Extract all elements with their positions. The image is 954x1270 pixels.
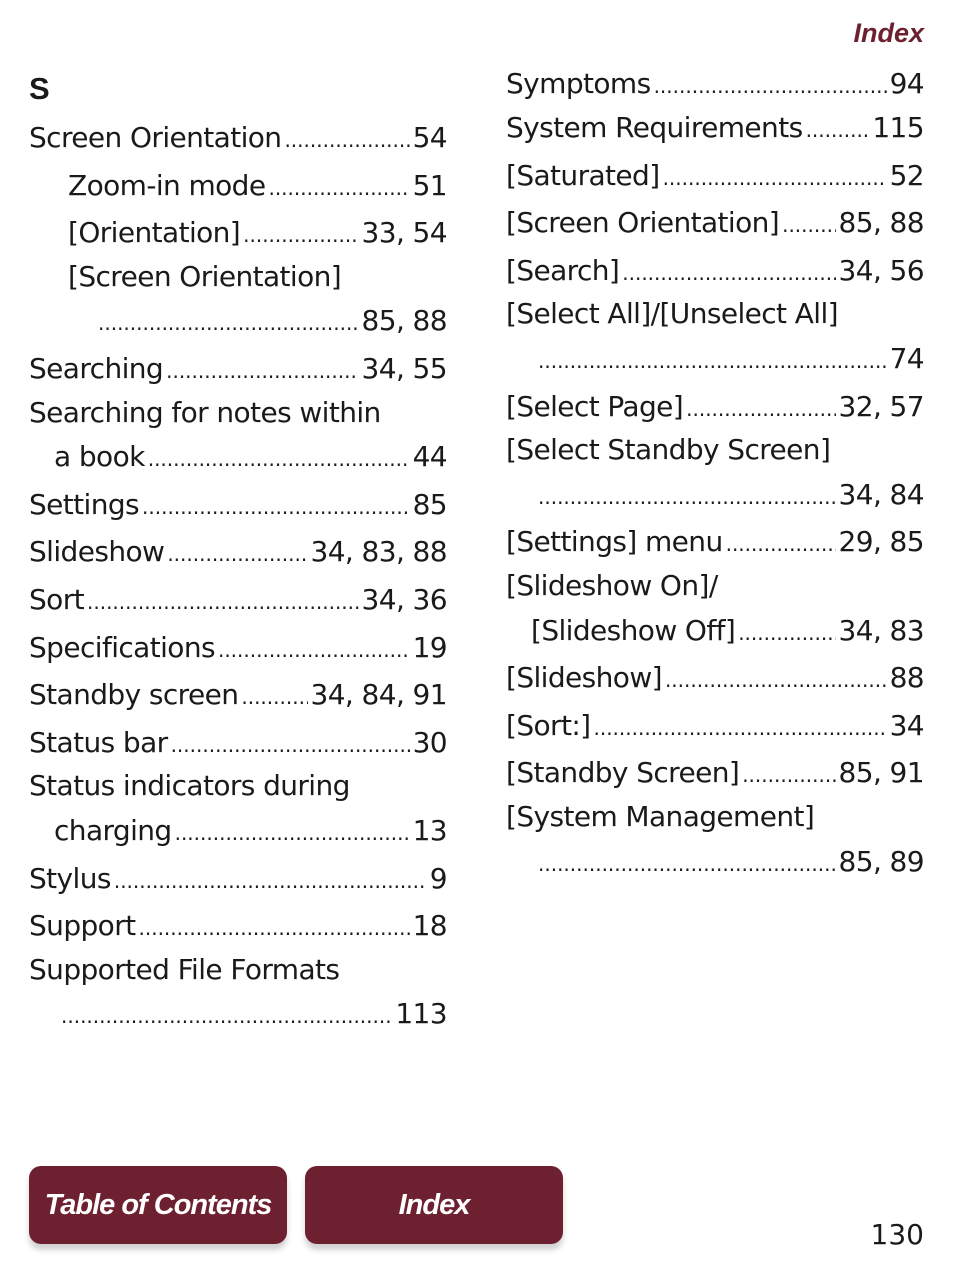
- dot-leader: [243, 212, 358, 260]
- index-entry-continuation[interactable]: [506, 335, 924, 383]
- dot-leader: [142, 484, 410, 532]
- entry-pages[interactable]: 34, 84, 91: [310, 678, 447, 712]
- dot-leader: [98, 300, 359, 348]
- entry-term: Stylus: [29, 861, 111, 895]
- entry-pages[interactable]: 85, 88: [838, 206, 924, 240]
- index-subentry[interactable]: [29, 257, 447, 298]
- dot-leader: [284, 117, 409, 165]
- entry-pages[interactable]: 9: [429, 861, 447, 895]
- entry-pages[interactable]: 30: [412, 725, 447, 759]
- dot-leader: [806, 107, 870, 155]
- index-entry[interactable]: [506, 702, 924, 750]
- entry-pages[interactable]: 51: [412, 168, 447, 202]
- table-of-contents-button[interactable]: Table of Contents: [29, 1166, 287, 1244]
- entry-pages[interactable]: 34, 84: [838, 477, 924, 511]
- index-entry[interactable]: [506, 383, 924, 431]
- entry-pages[interactable]: 85, 88: [361, 304, 447, 338]
- entry-pages[interactable]: 88: [889, 661, 924, 695]
- index-entry-continuation[interactable]: [29, 990, 447, 1038]
- entry-pages[interactable]: 34, 55: [361, 351, 447, 385]
- index-entry[interactable]: [29, 114, 447, 162]
- index-entry[interactable]: [506, 104, 924, 152]
- entry-term: [Slideshow On]/: [506, 568, 718, 602]
- entry-pages[interactable]: 33, 54: [361, 216, 447, 250]
- entry-pages[interactable]: 52: [889, 158, 924, 192]
- dot-leader: [61, 993, 392, 1041]
- entry-pages[interactable]: 19: [412, 630, 447, 664]
- dot-leader: [726, 521, 836, 569]
- entry-term: Searching: [29, 351, 164, 385]
- entry-term: Symptoms: [506, 67, 651, 100]
- index-button[interactable]: Index: [305, 1166, 563, 1244]
- dot-leader: [167, 531, 307, 579]
- index-entry[interactable]: [29, 671, 447, 719]
- entry-term: [Screen Orientation]: [68, 259, 342, 293]
- entry-term: [Screen Orientation]: [506, 206, 780, 240]
- index-column-left: [29, 64, 447, 1038]
- index-entry[interactable]: [506, 199, 924, 247]
- index-entry[interactable]: [506, 64, 924, 104]
- entry-term: charging: [54, 813, 172, 847]
- index-subentry[interactable]: [29, 209, 447, 257]
- entry-pages[interactable]: 18: [412, 909, 447, 943]
- index-entry[interactable]: [506, 749, 924, 797]
- index-entry[interactable]: [29, 719, 447, 767]
- index-subentry[interactable]: [29, 162, 447, 210]
- entry-term: Supported File Formats: [29, 952, 340, 986]
- index-entry[interactable]: [29, 624, 447, 672]
- dot-leader: [738, 610, 835, 658]
- index-entry[interactable]: [506, 247, 924, 295]
- entry-term: [System Management]: [506, 799, 815, 833]
- index-entry[interactable]: [29, 902, 447, 950]
- index-entry-continuation[interactable]: [29, 807, 447, 855]
- index-entry[interactable]: [29, 481, 447, 529]
- entry-term: [Search]: [506, 253, 620, 287]
- entry-pages[interactable]: 34, 36: [361, 582, 447, 616]
- entry-term: [Select Standby Screen]: [506, 433, 831, 467]
- entry-pages[interactable]: 34: [889, 708, 924, 742]
- index-entry[interactable]: [29, 345, 447, 393]
- dot-leader: [148, 436, 410, 484]
- entry-pages[interactable]: 85, 91: [838, 756, 924, 790]
- index-entry[interactable]: [29, 766, 447, 807]
- index-entry-continuation[interactable]: [506, 607, 924, 655]
- entry-term: [Orientation]: [68, 216, 241, 250]
- entry-term: Standby screen: [29, 678, 239, 712]
- index-entry[interactable]: [506, 518, 924, 566]
- entry-pages[interactable]: 54: [412, 121, 447, 154]
- entry-term: Searching for notes within: [29, 395, 381, 429]
- index-entry[interactable]: [506, 152, 924, 200]
- dot-leader: [665, 657, 887, 705]
- index-entry-continuation[interactable]: [506, 471, 924, 519]
- entry-term: Slideshow: [29, 535, 165, 569]
- entry-pages[interactable]: 13: [412, 813, 447, 847]
- entry-term: [Slideshow Off]: [531, 613, 736, 647]
- index-entry[interactable]: [506, 797, 924, 838]
- dot-leader: [593, 705, 886, 753]
- index-entry[interactable]: [506, 566, 924, 607]
- entry-term: [Saturated]: [506, 158, 660, 192]
- entry-pages[interactable]: 85: [412, 487, 447, 521]
- dot-leader: [686, 386, 835, 434]
- entry-pages[interactable]: 34, 56: [838, 253, 924, 287]
- dot-leader: [538, 841, 836, 889]
- index-entry-continuation[interactable]: [29, 297, 447, 345]
- entry-term: [Sort:]: [506, 708, 591, 742]
- page-header-title: Index: [853, 18, 924, 48]
- entry-term: [Slideshow]: [506, 661, 662, 695]
- index-entry[interactable]: [506, 430, 924, 471]
- entry-term: System Requirements: [506, 111, 803, 144]
- index-entry[interactable]: [506, 654, 924, 702]
- index-entry[interactable]: [506, 294, 924, 335]
- entry-pages[interactable]: 113: [395, 997, 447, 1031]
- index-entry-continuation[interactable]: [506, 838, 924, 886]
- entry-pages[interactable]: 115: [872, 111, 924, 144]
- entry-pages[interactable]: 32, 57: [838, 389, 924, 423]
- entry-pages[interactable]: 94: [889, 67, 924, 100]
- dot-leader: [538, 338, 887, 386]
- dot-leader: [742, 752, 835, 800]
- entry-term: Screen Orientation: [29, 121, 282, 154]
- index-entry[interactable]: [29, 950, 447, 991]
- entry-term: Zoom-in mode: [68, 168, 266, 202]
- index-entry-continuation[interactable]: [29, 433, 447, 481]
- dot-leader: [139, 905, 410, 953]
- dot-leader: [166, 348, 358, 396]
- section-letter: S: [29, 71, 50, 106]
- entry-term: Status bar: [29, 725, 168, 759]
- entry-pages[interactable]: 29, 85: [838, 525, 924, 559]
- dot-leader: [622, 250, 835, 298]
- entry-term: [Select All]/[Unselect All]: [506, 297, 838, 331]
- dot-leader: [175, 810, 410, 858]
- entry-pages[interactable]: 85, 89: [838, 844, 924, 878]
- entry-term: Support: [29, 909, 136, 943]
- dot-leader: [241, 674, 307, 722]
- dot-leader: [538, 474, 836, 522]
- entry-term: [Select Page]: [506, 389, 684, 423]
- dot-leader: [114, 858, 427, 906]
- entry-pages[interactable]: 44: [412, 440, 447, 474]
- dot-leader: [268, 165, 409, 213]
- entry-term: a book: [54, 440, 145, 474]
- index-entry[interactable]: [29, 393, 447, 434]
- entry-pages[interactable]: 74: [889, 341, 924, 375]
- entry-term: Sort: [29, 582, 84, 616]
- entry-pages[interactable]: 34, 83, 88: [310, 535, 447, 569]
- entry-term: [Settings] menu: [506, 525, 723, 559]
- index-entry[interactable]: [29, 576, 447, 624]
- entry-term: [Standby Screen]: [506, 756, 740, 790]
- entry-term: Status indicators during: [29, 769, 350, 803]
- dot-leader: [782, 202, 835, 250]
- entry-term: Specifications: [29, 630, 215, 664]
- dot-leader: [654, 66, 887, 106]
- dot-leader: [171, 722, 410, 770]
- entry-term: Settings: [29, 487, 140, 521]
- dot-leader: [663, 155, 887, 203]
- index-entry[interactable]: [29, 528, 447, 576]
- dot-leader: [218, 627, 410, 675]
- index-column-right: [506, 64, 924, 885]
- dot-leader: [87, 579, 359, 627]
- index-entry[interactable]: [29, 855, 447, 903]
- entry-pages[interactable]: 34, 83: [838, 613, 924, 647]
- page-number: 130: [870, 1218, 924, 1251]
